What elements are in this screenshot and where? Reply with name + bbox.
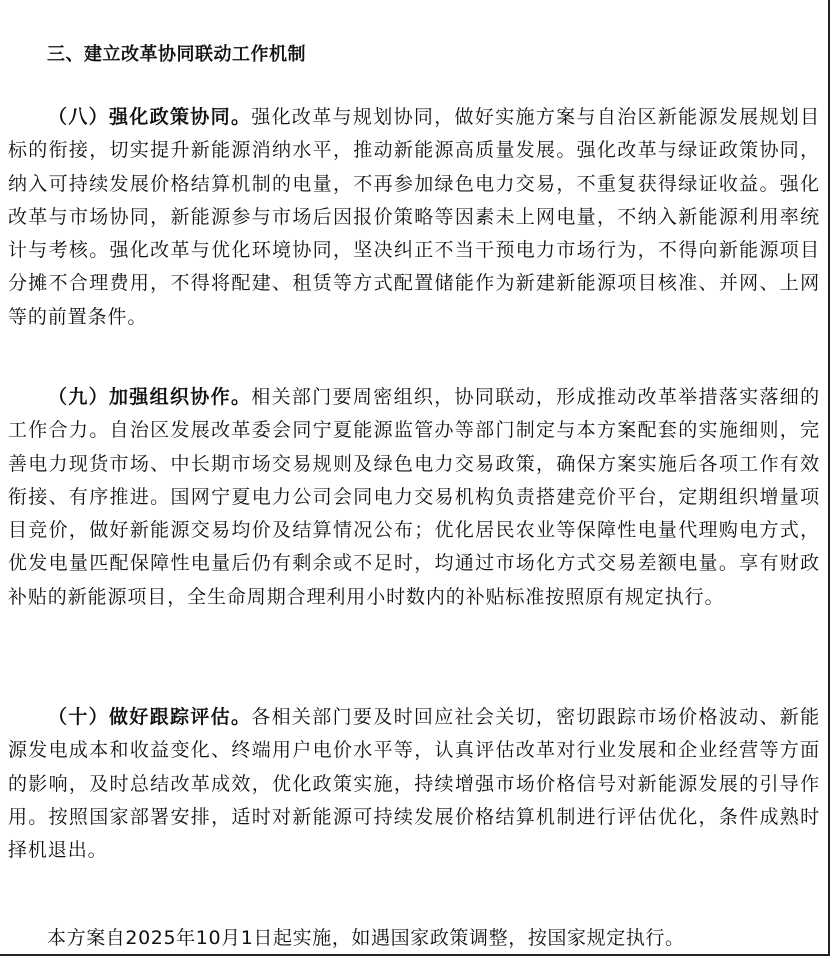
closing-statement: 本方案自2025年10月1日起实施，如遇国家政策调整，按国家规定执行。 — [47, 927, 685, 949]
paragraph-lead: （九）加强组织协作。 — [48, 386, 252, 408]
paragraph-body: 各相关部门要及时回应社会关切，密切跟踪市场价格波动、新能源发电成本和收益变化、终端用户电价水平等，认真评估改革对行业发展和企业经营等方面的影响，及时总结改革成效，优化政策实施，持续增强市场价格信号对新能源发展的引导作用。按照国家部署安排，适时对新能源可持续发展价格结算机制进行评估优化，条件成熟时择机退出。 — [8, 706, 820, 862]
paragraph-policy-coordination — [8, 101, 820, 334]
section-heading: 三、建立改革协同联动工作机制 — [47, 44, 306, 65]
paragraph-lead: （八）强化政策协同。 — [48, 106, 252, 128]
paragraph-lead: （十）做好跟踪评估。 — [48, 706, 252, 728]
paragraph-organization-cooperation — [8, 381, 820, 614]
paragraph-tracking-evaluation — [8, 701, 820, 867]
paragraph-body: 相关部门要周密组织，协同联动，形成推动改革举措落实落细的工作合力。自治区发展改革委会同宁夏能源监管办等部门制定与本方案配套的实施细则，完善电力现货市场、中长期市场交易规则及绿色电力交易政策，确保方案实施后各项工作有效衔接、有序推进。国网宁夏电力公司会同电力交易机构负责搭建竞价平台，定期组织增量项目竞价，做好新能源交易均价及结算情况公布；优化居民农业等保障性电量代理购电方式，优发电量匹配保障性电量后仍有剩余或不足时，均通过市场化方式交易差额电量。享有财政补贴的新能源项目，全生命周期合理利用小时数内的补贴标准按照原有规定执行。 — [8, 386, 820, 608]
paragraph-body: 强化改革与规划协同，做好实施方案与自治区新能源发展规划目标的衔接，切实提升新能源消纳水平，推动新能源高质量发展。强化改革与绿证政策协同，纳入可持续发展价格结算机制的电量，不再参加绿色电力交易，不重复获得绿证收益。强化改革与市场协同，新能源参与市场后因报价策略等因素未上网电量，不纳入新能源利用率统计与考核。强化改革与优化环境协同，坚决纠正不当干预电力市场行为，不得向新能源项目分摊不合理费用，不得将配建、租赁等方式配置储能作为新建新能源项目核准、并网、上网等的前置条件。 — [8, 106, 820, 328]
